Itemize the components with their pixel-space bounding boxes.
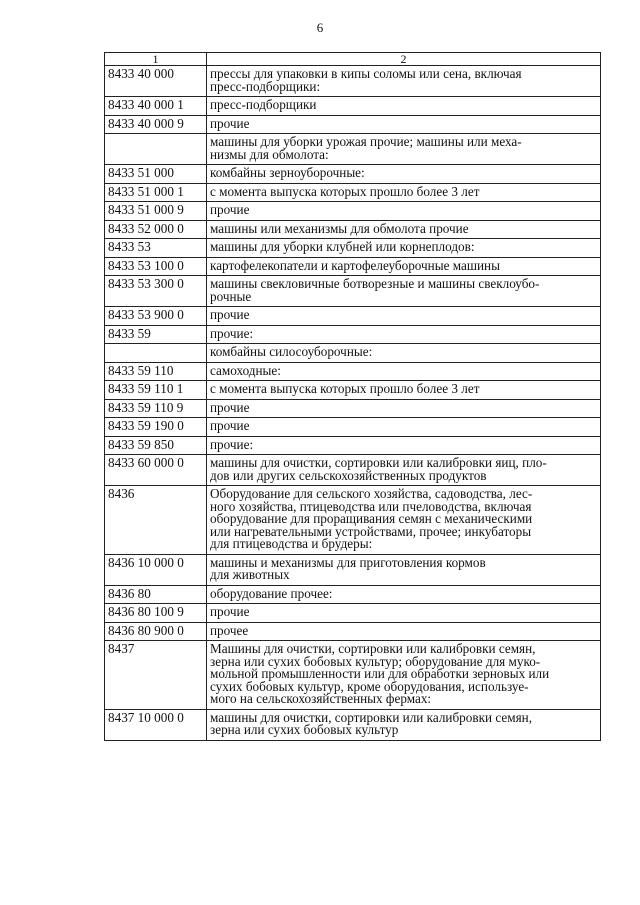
code-cell: 8433 53 900 0 [105, 307, 207, 326]
code-cell: 8433 53 300 0 [105, 276, 207, 307]
table-row [105, 554, 601, 585]
table-row [105, 325, 601, 344]
code-cell: 8436 80 100 9 [105, 604, 207, 623]
code-cell: 8436 80 [105, 585, 207, 604]
table-row [105, 709, 601, 740]
code-cell: 8437 [105, 641, 207, 710]
description-cell: картофелекопатели и картофелеуборочные машины [207, 257, 601, 276]
code-cell: 8433 59 [105, 325, 207, 344]
description-cell: комбайны силосоуборочные: [207, 344, 601, 363]
description-cell: прочие: [207, 325, 601, 344]
code-cell: 8433 40 000 9 [105, 115, 207, 134]
description-cell: прочие [207, 418, 601, 437]
description-cell: машины для уборки урожая прочие; машины или меха- низмы для обмолота: [207, 134, 601, 165]
description-cell: прочие [207, 399, 601, 418]
description-cell: прочее [207, 622, 601, 641]
code-cell: 8433 51 000 1 [105, 183, 207, 202]
column-header-code: 1 [105, 53, 207, 66]
code-cell: 8436 10 000 0 [105, 554, 207, 585]
table-row [105, 202, 601, 221]
description-cell: машины свекловичные ботворезные и машины свеклоубо- рочные [207, 276, 601, 307]
description-cell: прочие [207, 604, 601, 623]
page-number: 6 [316, 20, 324, 35]
description-cell: пресс-подборщики [207, 97, 601, 116]
description-cell: прочие: [207, 436, 601, 455]
description-cell: с момента выпуска которых прошло более 3 лет [207, 381, 601, 400]
table-row [105, 257, 601, 276]
table-row [105, 220, 601, 239]
table-row [105, 604, 601, 623]
code-cell: 8436 [105, 486, 207, 555]
table-row [105, 307, 601, 326]
code-cell: 8433 51 000 9 [105, 202, 207, 221]
code-cell: 8433 59 850 [105, 436, 207, 455]
description-cell: машины для очистки, сортировки или калибровки яиц, пло- дов или других сельскохозяйственных продуктов [207, 455, 601, 486]
description-cell: комбайны зерноуборочные: [207, 165, 601, 184]
code-cell: 8433 59 110 [105, 362, 207, 381]
table-row [105, 276, 601, 307]
code-cell: 8433 59 110 9 [105, 399, 207, 418]
description-cell: машины для очистки, сортировки или калибровки семян, зерна или сухих бобовых культур [207, 709, 601, 740]
description-cell: Машины для очистки, сортировки или калибровки семян, зерна или сухих бобовых культур; оборудование для муко- мольной промышленности или для обработки зерновых или сухих бобовых культур, кроме оборудования, используе- мого на сельскохозяйственных фермах: [207, 641, 601, 710]
code-cell: 8433 53 [105, 239, 207, 258]
table-row [105, 418, 601, 437]
table-row [105, 381, 601, 400]
table-body [105, 53, 601, 741]
table-row [105, 362, 601, 381]
description-cell: прессы для упаковки в кипы соломы или сена, включая пресс-подборщики: [207, 66, 601, 97]
code-cell: 8433 40 000 1 [105, 97, 207, 116]
code-cell: 8433 59 190 0 [105, 418, 207, 437]
code-cell: 8437 10 000 0 [105, 709, 207, 740]
code-cell: 8436 80 900 0 [105, 622, 207, 641]
description-cell: с момента выпуска которых прошло более 3 лет [207, 183, 601, 202]
tariff-code-table [104, 52, 601, 741]
code-cell: 8433 52 000 0 [105, 220, 207, 239]
table-row [105, 585, 601, 604]
description-cell: оборудование прочее: [207, 585, 601, 604]
description-cell: прочие [207, 115, 601, 134]
code-cell: 8433 60 000 0 [105, 455, 207, 486]
table-row [105, 486, 601, 555]
code-cell: 8433 40 000 [105, 66, 207, 97]
description-cell: машины и механизмы для приготовления кормов для животных [207, 554, 601, 585]
description-cell: машины или механизмы для обмолота прочие [207, 220, 601, 239]
code-cell [105, 344, 207, 363]
description-cell: Оборудование для сельского хозяйства, садоводства, лес- ного хозяйства, птицеводства или пчеловодства, включая оборудование для проращивания семян с механическими или нагревательными устройствами, прочее; инкубаторы для птицеводства и брудеры: [207, 486, 601, 555]
table-row [105, 183, 601, 202]
table-row [105, 641, 601, 710]
code-cell: 8433 59 110 1 [105, 381, 207, 400]
table-row [105, 455, 601, 486]
code-cell: 8433 51 000 [105, 165, 207, 184]
description-cell: прочие [207, 307, 601, 326]
description-cell: машины для уборки клубней или корнеплодов: [207, 239, 601, 258]
table-row [105, 66, 601, 97]
table-row [105, 134, 601, 165]
table-row [105, 97, 601, 116]
table-header-row [105, 53, 601, 66]
table-row [105, 165, 601, 184]
table-row [105, 399, 601, 418]
description-cell: прочие [207, 202, 601, 221]
table-row [105, 436, 601, 455]
table-row [105, 115, 601, 134]
table-row [105, 622, 601, 641]
code-cell: 8433 53 100 0 [105, 257, 207, 276]
description-cell: самоходные: [207, 362, 601, 381]
column-header-description: 2 [207, 53, 601, 66]
table-row [105, 344, 601, 363]
code-cell [105, 134, 207, 165]
table-row [105, 239, 601, 258]
